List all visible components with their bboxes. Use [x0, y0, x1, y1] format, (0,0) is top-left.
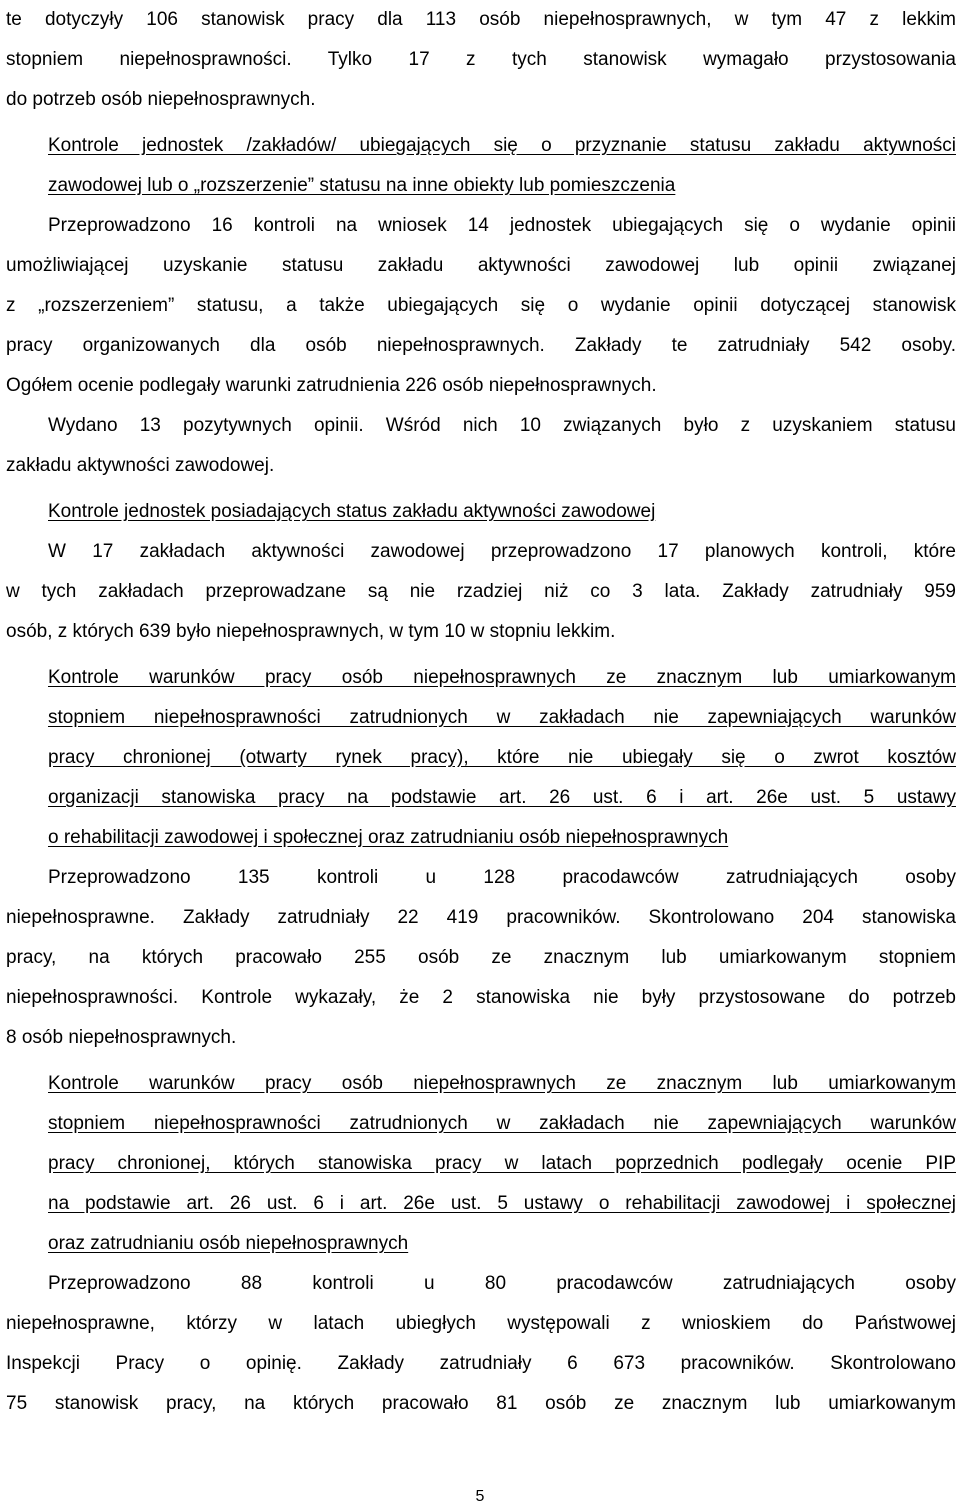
- intro-line: stopniem niepełnosprawności. Tylko 17 z tych stanowisk wymagało przystosowania: [6, 49, 956, 70]
- paragraph-line: osób, z których 639 było niepełnosprawnych, w tym 10 w stopniu lekkim.: [6, 621, 616, 642]
- paragraph-line: W 17 zakładach aktywności zawodowej przeprowadzono 17 planowych kontroli, które: [48, 541, 956, 562]
- section-heading-line: Kontrole jednostek /zakładów/ ubiegających się o przyznanie statusu zakładu aktywności: [48, 135, 956, 156]
- intro-line: te dotyczyły 106 stanowisk pracy dla 113 osób niepełnosprawnych, w tym 47 z lekkim: [6, 9, 956, 30]
- section-heading-line: stopniem niepełnosprawności zatrudnionych w zakładach nie zapewniających warunków: [48, 1113, 956, 1134]
- paragraph-line: niepełnosprawne. Zakłady zatrudniały 22 419 pracowników. Skontrolowano 204 stanowiska: [6, 907, 956, 928]
- paragraph-line: Przeprowadzono 88 kontroli u 80 pracodawców zatrudniających osoby: [48, 1273, 956, 1294]
- page-number: 5: [475, 1488, 485, 1505]
- paragraph-line: niepełnosprawności. Kontrole wykazały, że 2 stanowiska nie były przystosowane do potrzeb: [6, 987, 956, 1008]
- section-open-labour-market: [6, 658, 956, 1058]
- paragraph-line: umożliwiającej uzyskanie statusu zakładu aktywności zawodowej lub opinii związanej: [6, 255, 956, 276]
- paragraph-line: Inspekcji Pracy o opinię. Zakłady zatrudniały 6 673 pracowników. Skontrolowano: [6, 1353, 956, 1374]
- section-heading-line: na podstawie art. 26 ust. 6 i art. 26e ust. 5 ustawy o rehabilitacji zawodowej i społecznej: [48, 1193, 956, 1214]
- section-heading-line: Kontrole warunków pracy osób niepełnosprawnych ze znacznym lub umiarkowanym: [48, 667, 956, 688]
- section-zaz-status-applications: [6, 126, 956, 486]
- paragraph-line: Wydano 13 pozytywnych opinii. Wśród nich 10 związanych było z uzyskaniem statusu: [48, 415, 956, 436]
- section-heading-line: oraz zatrudnianiu osób niepełnosprawnych: [48, 1233, 409, 1254]
- section-previously-assessed-workplaces: [6, 1064, 956, 1424]
- section-zaz-status-holders: [6, 492, 956, 652]
- paragraph-line: Przeprowadzono 16 kontroli na wniosek 14 jednostek ubiegających się o wydanie opinii: [48, 215, 956, 236]
- paragraph-line: z „rozszerzeniem” statusu, a także ubiegających się o wydanie opinii dotyczącej stanowisk: [6, 295, 956, 316]
- intro-line: do potrzeb osób niepełnosprawnych.: [6, 89, 316, 110]
- section-heading-line: Kontrole warunków pracy osób niepełnosprawnych ze znacznym lub umiarkowanym: [48, 1073, 956, 1094]
- paragraph-line: Ogółem ocenie podlegały warunki zatrudnienia 226 osób niepełnosprawnych.: [6, 375, 657, 396]
- section-heading-line: organizacji stanowiska pracy na podstawie art. 26 ust. 6 i art. 26e ust. 5 ustawy: [48, 787, 956, 808]
- section-heading-line: pracy chronionej, których stanowiska pracy w latach poprzednich podlegały ocenie PIP: [48, 1153, 956, 1174]
- paragraph-line: 75 stanowisk pracy, na których pracowało 81 osób ze znacznym lub umiarkowanym: [6, 1393, 956, 1414]
- section-heading-line: zawodowej lub o „rozszerzenie” statusu na inne obiekty lub pomieszczenia: [48, 175, 676, 196]
- section-heading-line: pracy chronionej (otwarty rynek pracy), które nie ubiegały się o zwrot kosztów: [48, 747, 956, 768]
- paragraph-line: Przeprowadzono 135 kontroli u 128 pracodawców zatrudniających osoby: [48, 867, 956, 888]
- paragraph-line: 8 osób niepełnosprawnych.: [6, 1027, 237, 1048]
- paragraph-line: zakładu aktywności zawodowej.: [6, 455, 275, 476]
- section-heading-line: Kontrole jednostek posiadających status zakładu aktywności zawodowej: [48, 501, 656, 522]
- document-page: [6, 0, 956, 1424]
- paragraph-line: pracy, na których pracowało 255 osób ze znacznym lub umiarkowanym stopniem: [6, 947, 956, 968]
- paragraph-line: w tych zakładach przeprowadzane są nie rzadziej niż co 3 lata. Zakłady zatrudniały 959: [6, 581, 956, 602]
- paragraph-line: niepełnosprawne, którzy w latach ubiegłych występowali z wnioskiem do Państwowej: [6, 1313, 956, 1334]
- section-heading-line: stopniem niepełnosprawności zatrudnionych w zakładach nie zapewniających warunków: [48, 707, 956, 728]
- section-heading-line: o rehabilitacji zawodowej i społecznej oraz zatrudnianiu osób niepełnosprawnych: [48, 827, 729, 848]
- paragraph-line: pracy organizowanych dla osób niepełnosprawnych. Zakłady te zatrudniały 542 osoby.: [6, 335, 956, 356]
